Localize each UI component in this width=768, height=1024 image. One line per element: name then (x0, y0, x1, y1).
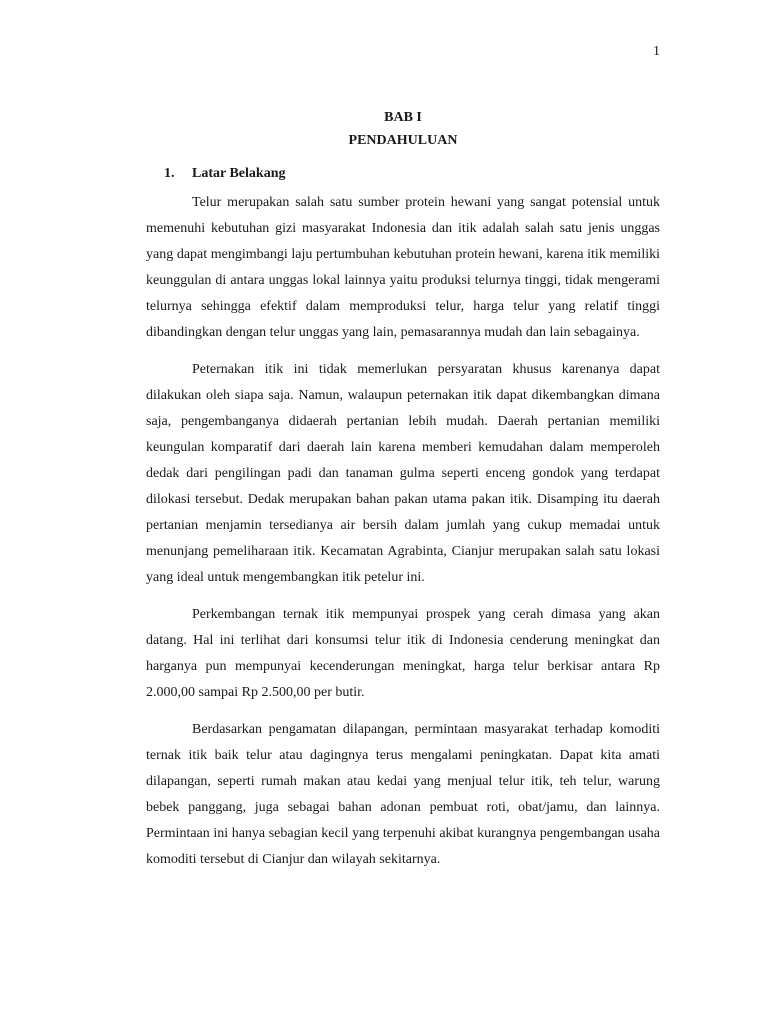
paragraph: Berdasarkan pengamatan dilapangan, permintaan masyarakat terhadap komoditi ternak itik baik telur atau dagingnya terus mengalami peningkatan. Dapat kita amati dilapangan, seperti rumah makan atau kedai yang menjual telur itik, teh telur, warung bebek panggang, juga sebagai bahan adonan pembuat roti, obat/jamu, dan lainnya. Permintaan ini hanya sebagian kecil yang terpenuhi akibat kurangnya pengembangan usaha komoditi tersebut di Cianjur dan wilayah sekitarnya. (146, 722, 660, 867)
paragraph: Peternakan itik ini tidak memerlukan persyaratan khusus karenanya dapat dilakukan oleh siapa saja. Namun, walaupun peternakan itik dapat dikembangkan dimana saja, pengembanganya didaerah pertanian lebih mudah. Daerah pertanian memiliki keungulan komparatif dari daerah lain karena memberi kemudahan dalam memperoleh dedak dari pengilingan padi dan tanaman gulma seperti enceng gondok yang terdapat dilokasi tersebut. Dedak merupakan bahan pakan utama pakan itik. Disamping itu daerah pertanian menjamin tersedianya air bersih dalam jumlah yang cukup memadai untuk menunjang pemeliharaan itik. Kecamatan Agrabinta, Cianjur merupakan salah satu lokasi yang ideal untuk mengembangkan itik petelur ini. (146, 362, 660, 585)
chapter-label: BAB I (384, 110, 422, 125)
body-text (146, 190, 660, 884)
paragraph: Telur merupakan salah satu sumber protein hewani yang sangat potensial untuk memenuhi kebutuhan gizi masyarakat Indonesia dan itik adalah salah satu jenis unggas yang dapat mengimbangi laju pertumbuhan kebutuhan protein hewani, karena itik memiliki keunggulan di antara unggas lokal lainnya yaitu produksi telurnya tinggi, tidak mengerami telurnya sehingga efektif dalam memproduksi telur, harga telur yang relatif tinggi dibandingkan dengan telur unggas yang lain, pemasarannya mudah dan lain sebagainya. (146, 195, 660, 340)
section-heading (146, 164, 660, 184)
chapter-title: PENDAHULUAN (348, 133, 458, 148)
chapter-heading (146, 106, 660, 152)
paragraph: Perkembangan ternak itik mempunyai prospek yang cerah dimasa yang akan datang. Hal ini terlihat dari konsumsi telur itik di Indonesia cenderung meningkat dan harganya pun mempunyai kecenderungan meningkat, harga telur berkisar antara Rp 2.000,00 sampai Rp 2.500,00 per butir. (146, 607, 660, 700)
section-title: Latar Belakang (192, 166, 286, 181)
section-number: 1. (164, 166, 175, 181)
page-number: 1 (653, 44, 660, 59)
